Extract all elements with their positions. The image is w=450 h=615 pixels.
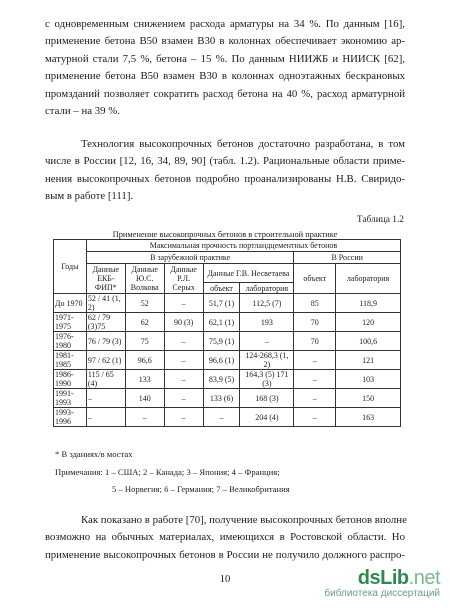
- cell-ekb: –: [86, 408, 125, 427]
- cell-ru-obj: –: [294, 351, 336, 370]
- cell-ekb: 76 / 79 (3): [86, 332, 125, 351]
- cell-ru-lab: 150: [336, 389, 401, 408]
- paragraph-1: [45, 16, 405, 120]
- table-row: [54, 408, 401, 427]
- cell-serykh: –: [164, 389, 203, 408]
- cell-serykh: –: [164, 294, 203, 313]
- header-max-strength: Максимальная прочность портландцементных бетонов: [86, 240, 400, 252]
- cell-ru-lab: 121: [336, 351, 401, 370]
- cell-obj: –: [203, 408, 240, 427]
- cell-ru-lab: 120: [336, 313, 401, 332]
- watermark-subtitle: библиотека диссертаций: [324, 588, 440, 599]
- cell-volkov: –: [125, 408, 164, 427]
- text-line: с одновременным снижением расхода арматуры на 34 %. По данным [16],: [45, 18, 405, 30]
- cell-obj: 133 (6): [203, 389, 240, 408]
- text-line: нения высокопрочных бетонов подробно проанализированы Н.В. Свиридо-: [45, 172, 405, 185]
- cell-obj: 96,6 (1): [203, 351, 240, 370]
- cell-lab: 112,5 (7): [240, 294, 294, 313]
- cell-serykh: –: [164, 332, 203, 351]
- header-ru-object: объект: [294, 264, 336, 294]
- cell-obj: 75,9 (1): [203, 332, 240, 351]
- table-row: [54, 389, 401, 408]
- table-row: [54, 313, 401, 332]
- cell-lab: –: [240, 332, 294, 351]
- text-line: стали – на 39 %.: [45, 105, 120, 118]
- table-row: [54, 332, 401, 351]
- cell-years: 1986-1990: [54, 370, 87, 389]
- cell-years: 1971-1975: [54, 313, 87, 332]
- cell-years: 1981-1985: [54, 351, 87, 370]
- cell-volkov: 62: [125, 313, 164, 332]
- text-line: применение бетона В50 взамен В30 в колоннах одноэтажных бескрановых: [45, 70, 405, 83]
- notes-line-1: Примечания: 1 – США; 2 – Канада; 3 – Япония; 4 – Франция;: [55, 467, 280, 477]
- cell-ru-obj: –: [294, 389, 336, 408]
- header-object: объект: [203, 283, 240, 294]
- text-line: применение бетона В50 взамен В30 в колоннах обеспечивает экономию ар-: [45, 35, 405, 48]
- cell-ekb: 115 / 65 (4): [86, 370, 125, 389]
- cell-ru-obj: –: [294, 370, 336, 389]
- header-years: Годы: [54, 240, 87, 294]
- cell-serykh: –: [164, 370, 203, 389]
- watermark-logo: [324, 568, 440, 600]
- table-row: [54, 351, 401, 370]
- text-line: Технология высокопрочных бетонов достаточно разработана, в том: [81, 138, 405, 150]
- header-nesvetaev: Данные Г.В. Несветаева: [203, 264, 294, 283]
- cell-lab: 168 (3): [240, 389, 294, 408]
- text-line: возможно на обычных материалах, имеющихся в Ростовской области. Но: [45, 531, 405, 544]
- table-caption: Таблица 1.2: [356, 215, 404, 225]
- cell-lab: 204 (4): [240, 408, 294, 427]
- cell-serykh: –: [164, 351, 203, 370]
- cell-lab: 124-268,3 (1, 2): [240, 351, 294, 370]
- text-line: применение высокопрочных бетонов в России не получило должного распро-: [45, 548, 405, 561]
- cell-volkov: 75: [125, 332, 164, 351]
- cell-lab: 164,3 (5) 171 (3): [240, 370, 294, 389]
- paragraph-2: [45, 136, 405, 206]
- table-title: Применение высокопрочных бетонов в строительной практике: [112, 230, 338, 239]
- header-foreign: В зарубежной практике: [86, 252, 293, 264]
- cell-ru-lab: 163: [336, 408, 401, 427]
- text-line: числе в России [12, 16, 34, 89, 90] (табл. 1.2). Рациональные области приме-: [45, 155, 405, 168]
- cell-ekb: –: [86, 389, 125, 408]
- header-laboratory: лаборатория: [240, 283, 294, 294]
- notes-line-2: 5 – Норвегия; 6 – Германия; 7 – Великобритания: [112, 484, 290, 494]
- header-ru-laboratory: лаборатория: [336, 264, 401, 294]
- cell-serykh: 90 (3): [164, 313, 203, 332]
- text-line: промзданий позволяет сократить расход бетона на 40 %, расход арматурной: [45, 87, 405, 100]
- cell-obj: 51,7 (1): [203, 294, 240, 313]
- watermark-brand-tld: .net: [408, 567, 440, 589]
- cell-years: До 1970: [54, 294, 87, 313]
- cell-ekb: 52 / 41 (1, 2): [86, 294, 125, 313]
- text-line: матурной стали 7,5 %, бетона – 15 %. По данным НИИЖБ и НИИСК [62],: [45, 52, 405, 65]
- footnote-star: * В зданиях/в мостах: [55, 449, 133, 459]
- text-line: вым в работе [111].: [45, 190, 134, 203]
- paragraph-3: [45, 512, 405, 564]
- watermark-brand: [324, 568, 440, 588]
- watermark-brand-name: dsLib: [357, 567, 409, 589]
- cell-obj: 62,1 (1): [203, 313, 240, 332]
- cell-ru-obj: 70: [294, 332, 336, 351]
- cell-years: 1991-1993: [54, 389, 87, 408]
- cell-lab: 193: [240, 313, 294, 332]
- table-row: [54, 370, 401, 389]
- cell-obj: 83,9 (5): [203, 370, 240, 389]
- cell-volkov: 140: [125, 389, 164, 408]
- cell-ru-obj: 85: [294, 294, 336, 313]
- header-russia: В России: [294, 252, 401, 264]
- cell-serykh: –: [164, 408, 203, 427]
- cell-ru-lab: 103: [336, 370, 401, 389]
- table-row: [54, 294, 401, 313]
- cell-volkov: 96,6: [125, 351, 164, 370]
- cell-volkov: 133: [125, 370, 164, 389]
- cell-ekb: 97 / 62 (1): [86, 351, 125, 370]
- cell-ekb: 62 / 79 (3)75: [86, 313, 125, 332]
- cell-years: 1976-1980: [54, 332, 87, 351]
- cell-ru-obj: 70: [294, 313, 336, 332]
- cell-ru-lab: 118,9: [336, 294, 401, 313]
- page-number: 10: [219, 574, 231, 585]
- header-volkov: Данные Ю.С. Волкова: [125, 264, 164, 294]
- header-serykh: Данные Р.Л. Серых: [164, 264, 203, 294]
- text-line: Как показано в работе [70], получение высокопрочных бетонов вполне: [81, 514, 407, 526]
- cell-years: 1993-1996: [54, 408, 87, 427]
- cell-ru-lab: 100,6: [336, 332, 401, 351]
- header-ekb: Данные ЕКБ-ФИП*: [86, 264, 125, 294]
- cell-volkov: 52: [125, 294, 164, 313]
- cell-ru-obj: –: [294, 408, 336, 427]
- data-table: [53, 239, 401, 427]
